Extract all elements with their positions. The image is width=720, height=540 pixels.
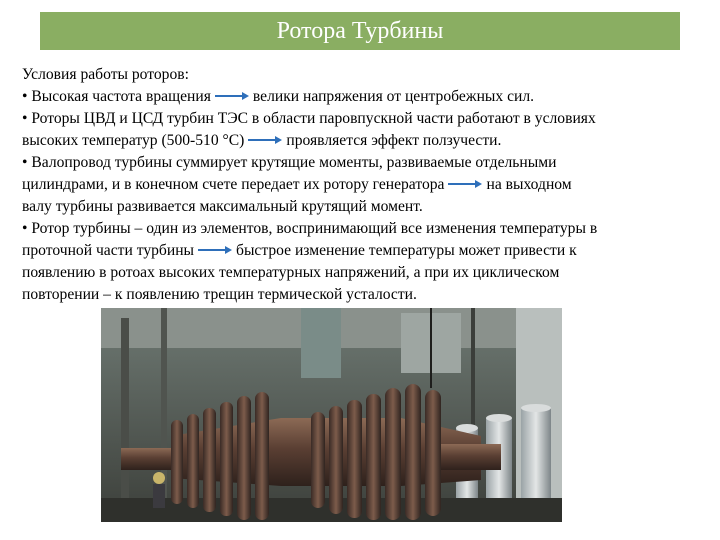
turbine-rotor-photo <box>101 308 562 522</box>
title-bar <box>40 12 680 50</box>
text-segment: проявляется эффект ползучести. <box>286 132 502 149</box>
text-segment: на выходном <box>486 176 572 193</box>
text-line: валу турбины развивается максимальный крутящий момент. <box>22 198 423 215</box>
text-segment: • Высокая частота вращения <box>22 88 211 105</box>
text-line <box>22 240 702 262</box>
text-line: появлению в ротоах высоких температурных напряжений, а при их циклическом <box>22 264 560 281</box>
text-line: • Роторы ЦВД и ЦСД турбин ТЭС в области паровпускной части работают в условиях <box>22 110 596 127</box>
body-text <box>22 64 702 306</box>
text-line <box>22 174 702 196</box>
text-line: • Ротор турбины – один из элементов, воспринимающий все изменения температуры в <box>22 220 598 237</box>
text-segment: проточной части турбины <box>22 242 195 259</box>
arrow-right-icon <box>448 180 482 188</box>
text-line: повторении – к появлению трещин термической усталости. <box>22 286 417 303</box>
rotor-illustration <box>101 308 562 522</box>
text-line <box>22 86 702 108</box>
text-segment: быстрое изменение температуры может привести к <box>236 242 577 259</box>
text-line: Условия работы роторов: <box>22 66 189 83</box>
arrow-right-icon <box>248 136 282 144</box>
text-line <box>22 130 702 152</box>
text-segment: велики напряжения от центробежных сил. <box>252 88 535 105</box>
text-segment: высоких температур (500-510 °С) <box>22 132 245 149</box>
arrow-right-icon <box>198 246 232 254</box>
text-segment: цилиндрами, и в конечном счете передает их ротору генератора <box>22 176 445 193</box>
page-title: Ротора Турбины <box>276 17 444 44</box>
arrow-right-icon <box>215 92 249 100</box>
text-line: • Валопровод турбины суммирует крутящие моменты, развиваемые отдельными <box>22 154 557 171</box>
